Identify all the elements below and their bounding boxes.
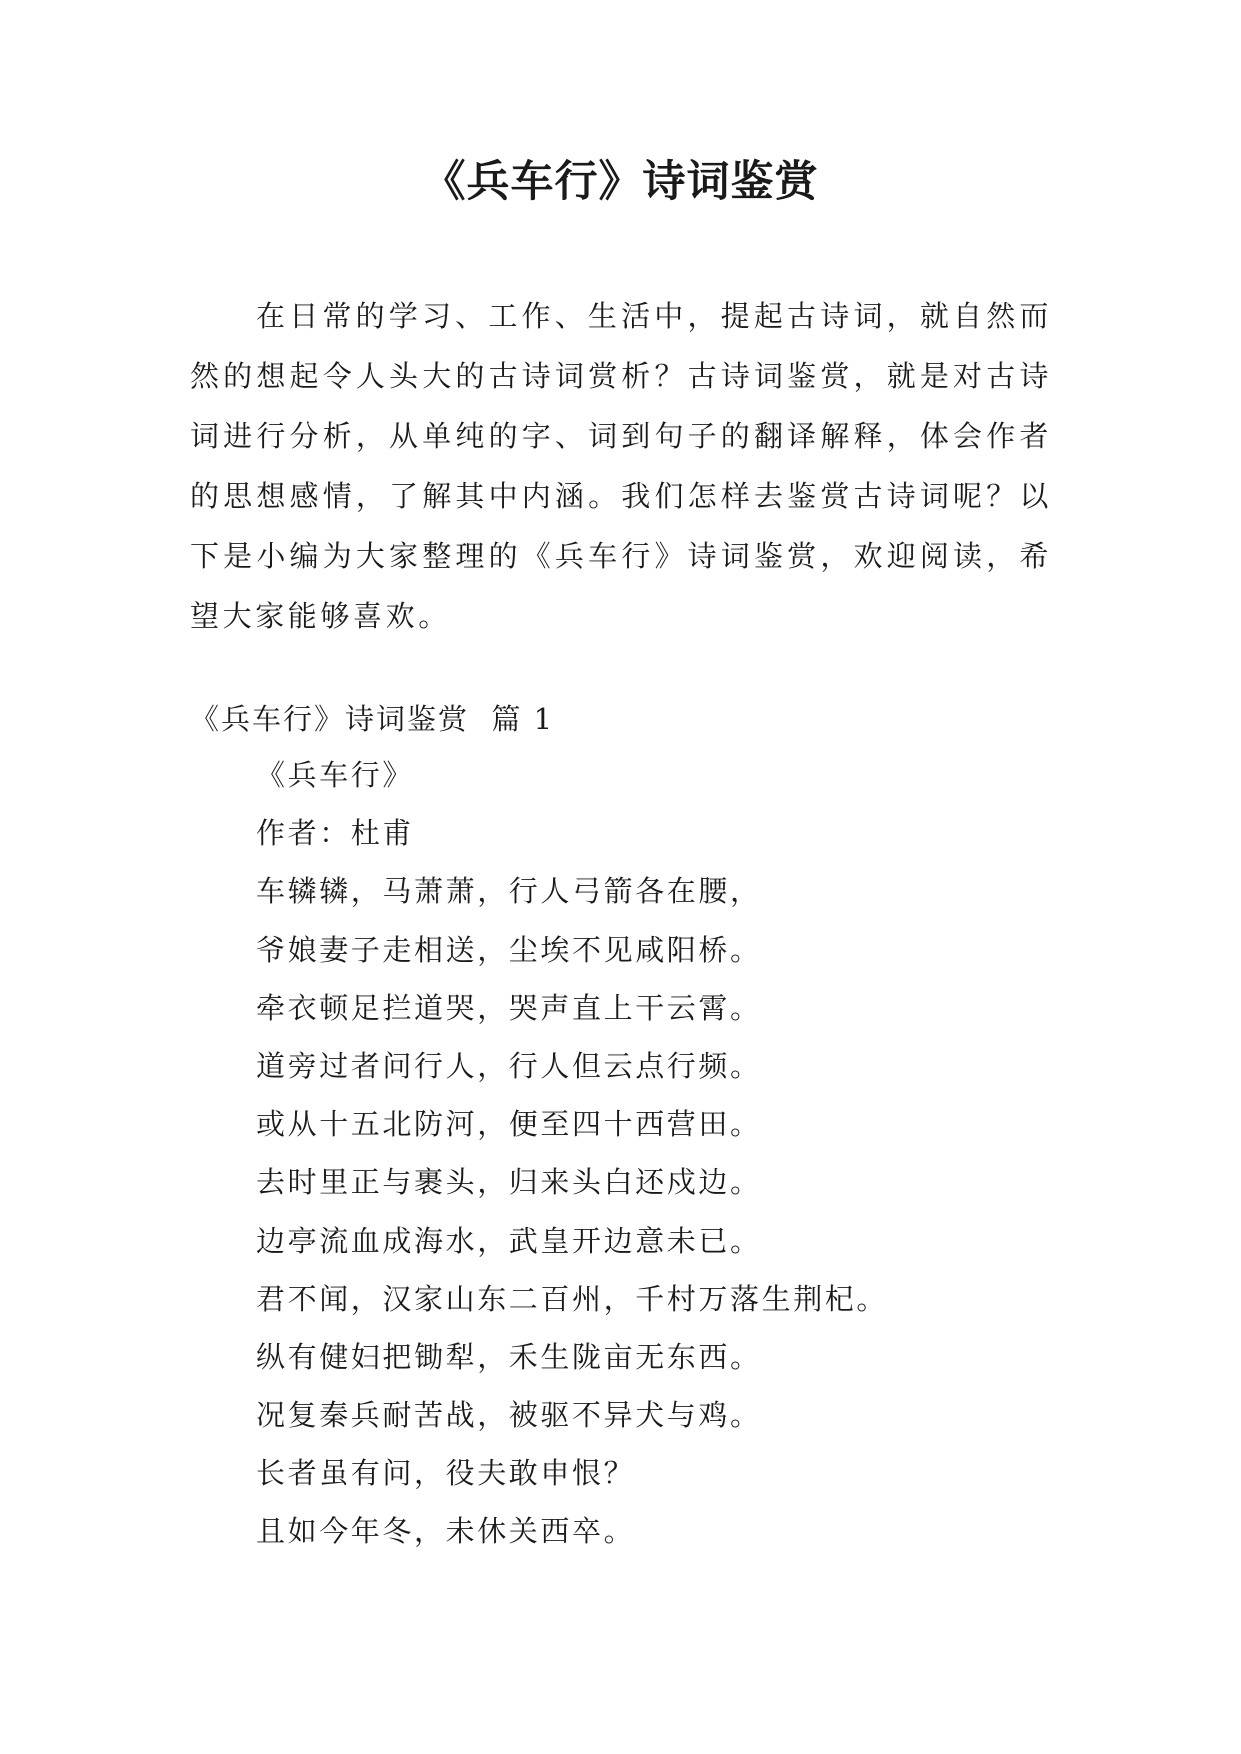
poem-title: 《兵车行》 [256, 758, 415, 792]
poem-line: 纵有健妇把锄犁，禾生陇亩无东西。 [256, 1339, 762, 1374]
intro-paragraph: 在日常的学习、工作、生活中，提起古诗词，就自然而然的想起令人头大的古诗词赏析？古诗词鉴赏，就是对古诗词进行分析，从单纯的字、词到句子的翻译解释，体会作者的思想感情，了解其中内涵。我们怎样去鉴赏古诗词呢？以下是小编为大家整理的《兵车行》诗词鉴赏，欢迎阅读，希望大家能够喜欢。 [190, 299, 1052, 633]
poem-line: 牵衣顿足拦道哭，哭声直上干云霄。 [256, 990, 762, 1025]
poem-line: 且如今年冬，未休关西卒。 [256, 1514, 636, 1549]
poem-line: 车辚辚，马萧萧，行人弓箭各在腰， [256, 874, 762, 909]
poem-line: 君不闻，汉家山东二百州，千村万落生荆杞。 [256, 1281, 889, 1316]
poem-line: 况复秦兵耐苦战，被驱不异犬与鸡。 [256, 1398, 762, 1433]
poem-author: 作者：杜甫 [256, 816, 415, 851]
poem-block [256, 754, 888, 1569]
poem-line: 爷娘妻子走相送，尘埃不见咸阳桥。 [256, 932, 762, 967]
poem-line: 或从十五北防河，便至四十西营田。 [256, 1107, 762, 1142]
poem-line: 边亭流血成海水，武皇开边意未已。 [256, 1223, 762, 1258]
poem-line: 长者虽有问，役夫敢申恨？ [256, 1456, 636, 1491]
poem-line: 道旁过者问行人，行人但云点行频。 [256, 1048, 762, 1083]
document-title: 《兵车行》诗词鉴赏 [422, 157, 819, 207]
section-heading: 《兵车行》诗词鉴赏 篇 1 [190, 702, 555, 736]
poem-line: 去时里正与裹头，归来头白还戍边。 [256, 1165, 762, 1200]
